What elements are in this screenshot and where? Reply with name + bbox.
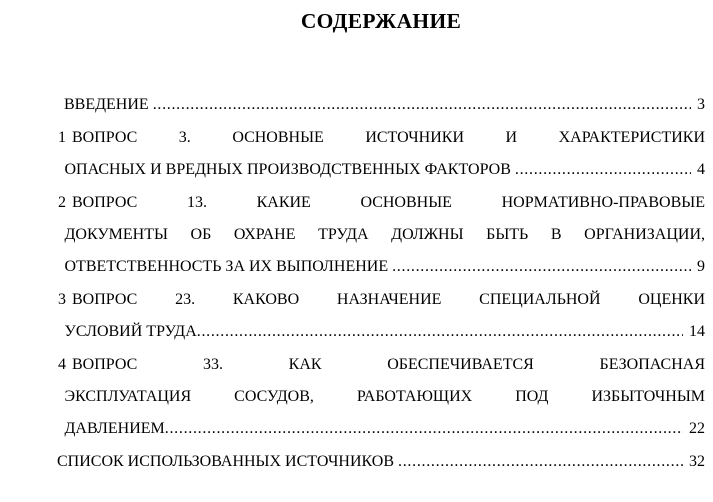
toc-entry-text: ДОКУМЕНТЫ ОБ ОХРАНЕ ТРУДА ДОЛЖНЫ БЫТЬ В ОРГАНИЗАЦИИ, xyxy=(64,226,705,244)
toc-entry-last-line xyxy=(57,251,705,283)
toc-entry-last-line xyxy=(57,316,705,348)
toc-entry-text: ЭКСПЛУАТАЦИЯ СОСУДОВ, РАБОТАЮЩИХ ПОД ИЗБЫТОЧНЫМ xyxy=(64,388,705,406)
toc-entry-number: 4 xyxy=(58,355,66,373)
toc-entry-text: ОПАСНЫХ И ВРЕДНЫХ ПРОИЗВОДСТВЕННЫХ ФАКТОРОВ xyxy=(64,161,515,179)
toc-page-number: 14 xyxy=(689,323,705,341)
toc-entry-last-line xyxy=(57,446,705,478)
toc-page-number: 22 xyxy=(689,420,705,438)
toc-entry[interactable] xyxy=(57,349,705,446)
toc-page-number: 4 xyxy=(697,161,705,179)
toc-entry-line xyxy=(57,284,705,316)
toc-entry-text: ВОПРОС 13. КАКИЕ ОСНОВНЫЕ НОРМАТИВНО-ПРАВОВЫЕ xyxy=(72,193,705,211)
toc-leader-dots xyxy=(398,446,683,478)
toc-leader-dots xyxy=(165,413,683,445)
toc-entry[interactable] xyxy=(57,187,705,284)
toc-entry-text: УСЛОВИЙ ТРУДА xyxy=(64,323,197,341)
toc-entry-line xyxy=(57,381,705,413)
toc-entry[interactable] xyxy=(57,446,705,478)
toc-entry-text: ОТВЕТСТВЕННОСТЬ ЗА ИХ ВЫПОЛНЕНИЕ xyxy=(64,258,393,276)
toc-entry[interactable] xyxy=(57,89,705,121)
toc-entry-last-line xyxy=(57,154,705,186)
toc-entry-last-line xyxy=(57,89,705,121)
toc-entry-text: ВОПРОС 23. КАКОВО НАЗНАЧЕНИЕ СПЕЦИАЛЬНОЙ ОЦЕНКИ xyxy=(72,290,705,308)
toc-entry-line xyxy=(57,349,705,381)
toc-leader-dots xyxy=(515,154,691,186)
toc-entry-last-line xyxy=(57,413,705,445)
toc-entry[interactable] xyxy=(57,122,705,187)
toc-page-number: 9 xyxy=(697,258,705,276)
toc-leader-dots xyxy=(153,89,691,121)
toc-entry-text: ВОПРОС 3. ОСНОВНЫЕ ИСТОЧНИКИ И ХАРАКТЕРИСТИКИ xyxy=(72,128,705,146)
toc-entry-text: СПИСОК ИСПОЛЬЗОВАННЫХ ИСТОЧНИКОВ xyxy=(57,452,399,470)
page-title: СОДЕРЖАНИЕ xyxy=(300,9,462,33)
toc-leader-dots xyxy=(392,251,691,283)
toc-entry-number: 1 xyxy=(58,128,66,146)
toc-entry-number: 2 xyxy=(58,193,66,211)
toc-page-number: 3 xyxy=(697,96,705,114)
toc-entry-line xyxy=(57,122,705,154)
toc-entry-line xyxy=(57,219,705,251)
toc-entry-number: 3 xyxy=(58,290,66,308)
toc-leader-dots xyxy=(197,316,683,348)
table-of-contents xyxy=(57,89,705,478)
toc-entry-text: ВОПРОС 33. КАК ОБЕСПЕЧИВАЕТСЯ БЕЗОПАСНАЯ xyxy=(72,355,705,373)
toc-entry-line xyxy=(57,187,705,219)
toc-entry-text: ДАВЛЕНИЕМ xyxy=(64,420,165,438)
toc-entry[interactable] xyxy=(57,284,705,349)
toc-page-number: 32 xyxy=(689,452,705,470)
toc-entry-text: ВВЕДЕНИЕ xyxy=(64,96,153,114)
